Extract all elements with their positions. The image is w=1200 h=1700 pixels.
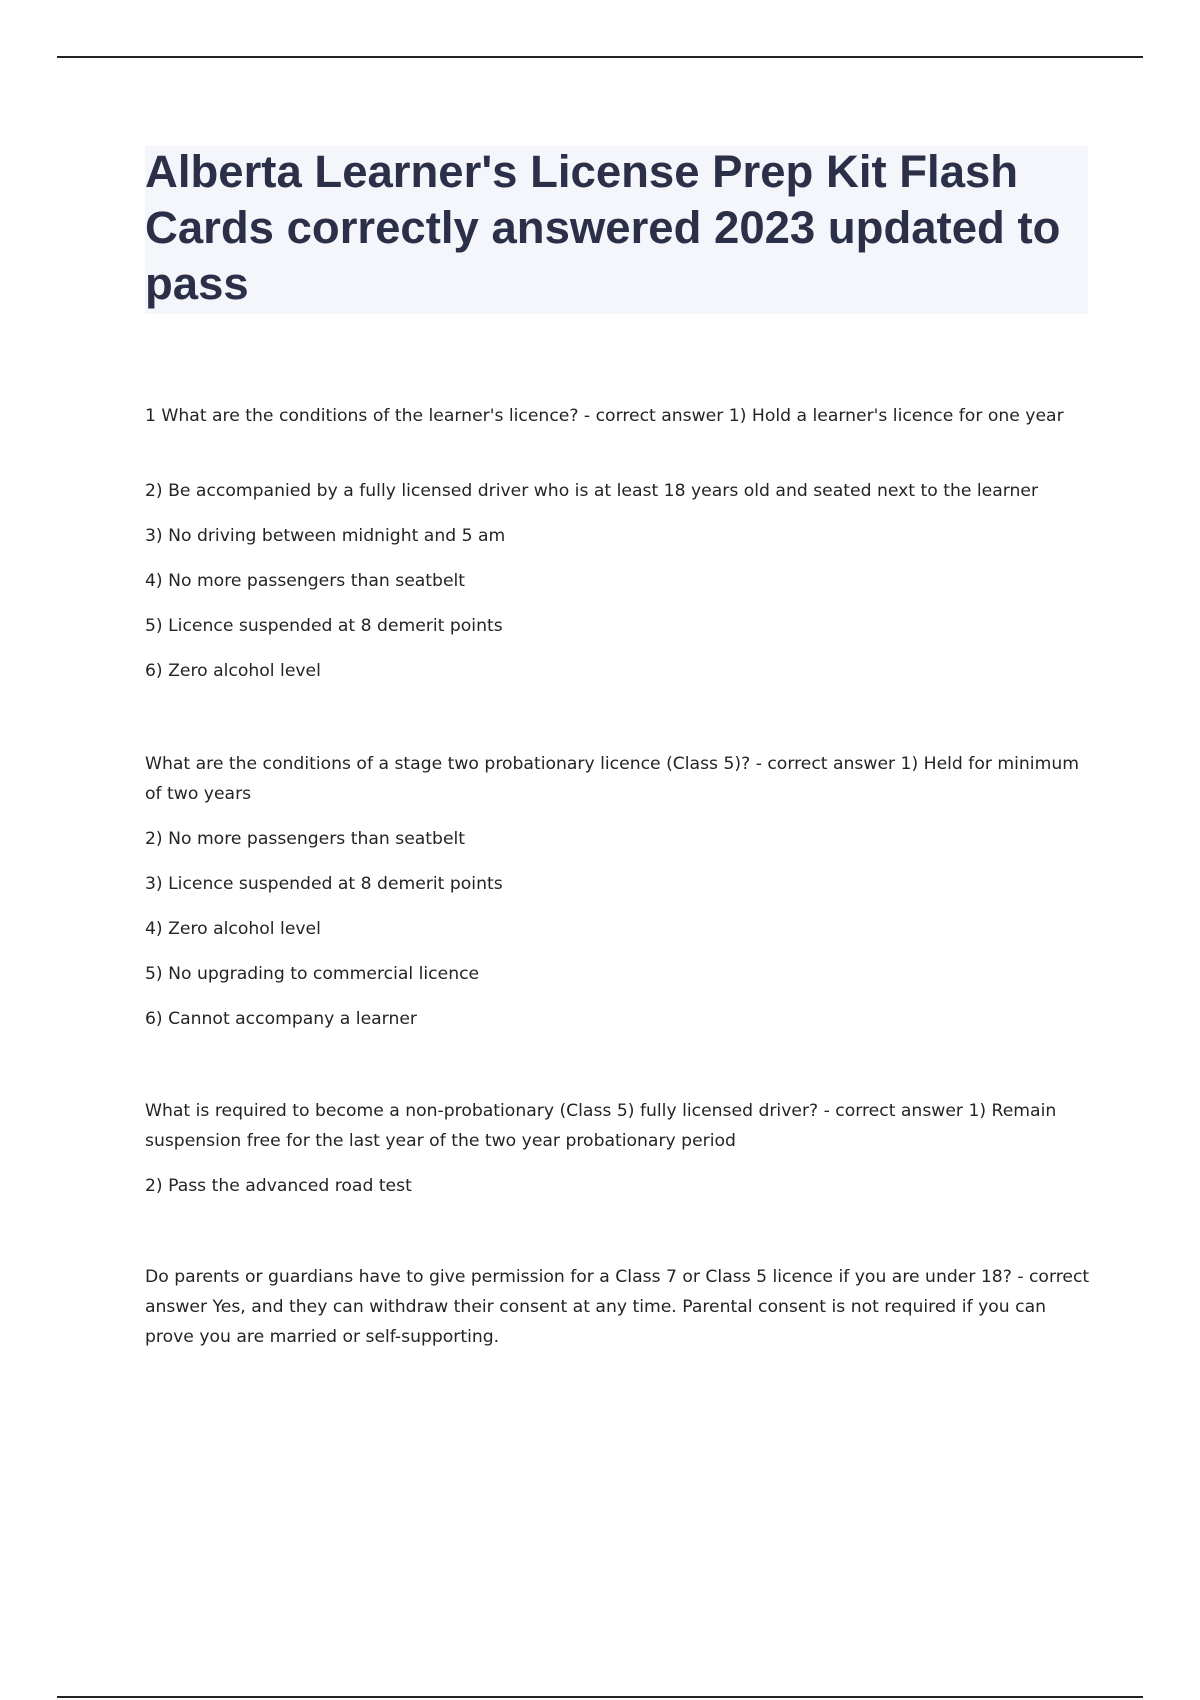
card-question: What is required to become a non-probationary (Class 5) fully licensed driver? - correct answer 1) Remain suspension free for the last year of the two year probationary period — [145, 1101, 1057, 1151]
flashcard-3-answers — [145, 1171, 1090, 1201]
flashcard-3 — [145, 1096, 1090, 1156]
card-question: Do parents or guardians have to give permission for a Class 7 or Class 5 licence if you are under 18? - correct answer Yes, and they can withdraw their consent at any time. Parental consent is not required if you can prove you are married or self-supporting. — [145, 1267, 1090, 1347]
answer-item: 3) Licence suspended at 8 demerit points — [145, 874, 503, 894]
document-title: Alberta Learner's License Prep Kit Flash Cards correctly answered 2023 updated to pass — [145, 146, 1061, 309]
answer-item: 2) Pass the advanced road test — [145, 1176, 412, 1196]
answer-item: 2) Be accompanied by a fully licensed driver who is at least 18 years old and seated next to the learner — [145, 481, 1039, 501]
answer-item: 6) Zero alcohol level — [145, 661, 321, 681]
answer-item: 5) No upgrading to commercial licence — [145, 964, 480, 984]
card-question: What are the conditions of a stage two probationary licence (Class 5)? - correct answer 1) Held for minimum of two years — [145, 754, 1079, 804]
answer-item: 4) No more passengers than seatbelt — [145, 571, 466, 591]
bottom-divider — [57, 1696, 1143, 1698]
answer-item: 2) No more passengers than seatbelt — [145, 829, 466, 849]
flashcard-2-answers — [145, 824, 1090, 1034]
card-question: 1 What are the conditions of the learner's licence? - correct answer 1) Hold a learner's licence for one year — [145, 406, 1064, 426]
answer-item: 4) Zero alcohol level — [145, 919, 321, 939]
top-divider — [57, 56, 1143, 58]
answer-item: 5) Licence suspended at 8 demerit points — [145, 616, 503, 636]
answer-item: 3) No driving between midnight and 5 am — [145, 526, 506, 546]
flashcard-2 — [145, 749, 1090, 809]
flashcard-1-answers — [145, 476, 1090, 686]
flashcard-4 — [145, 1262, 1090, 1352]
flashcard-1 — [145, 401, 1090, 431]
answer-item: 6) Cannot accompany a learner — [145, 1009, 417, 1029]
